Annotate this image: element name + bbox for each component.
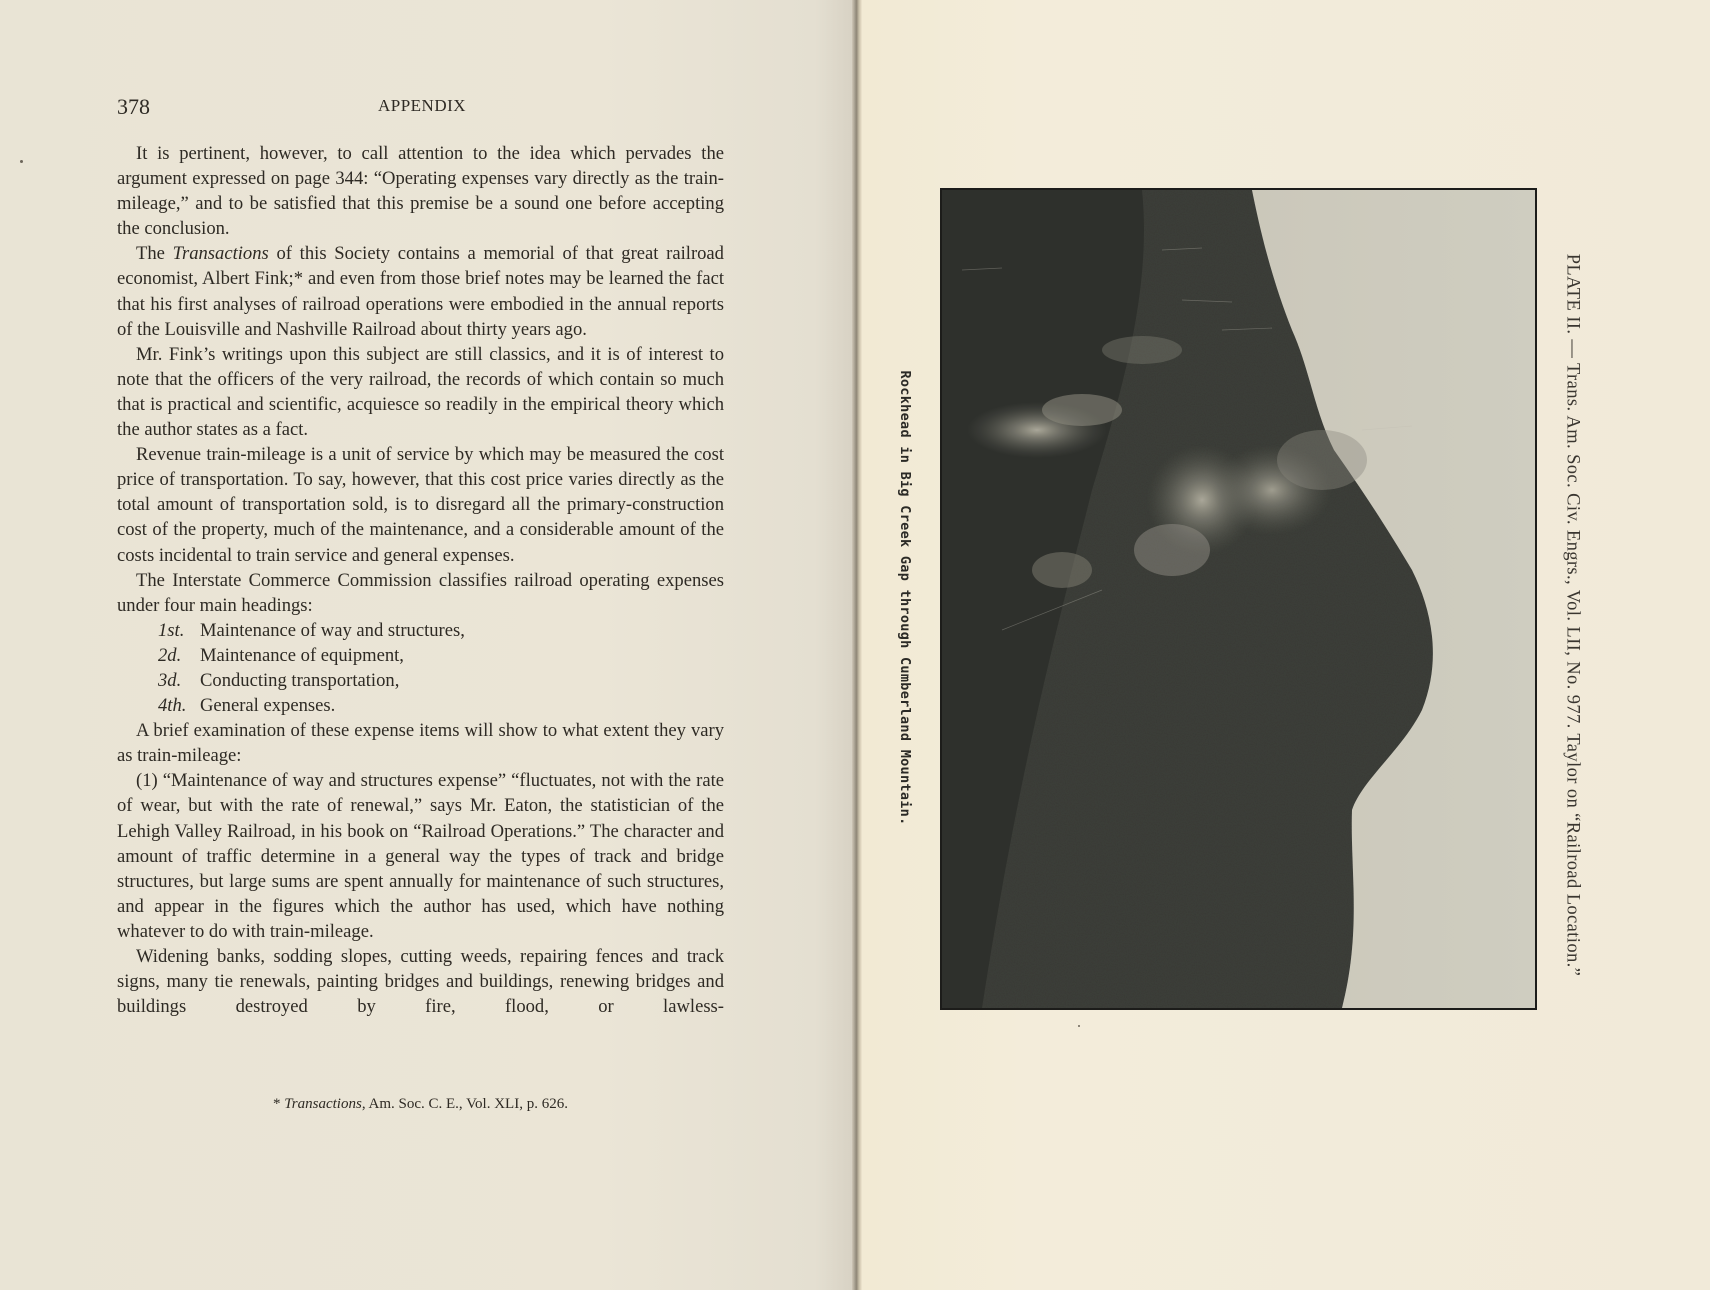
list-ordinal: 3d. xyxy=(158,669,182,691)
body-text xyxy=(117,141,724,1019)
running-head xyxy=(117,94,727,124)
running-head-title: APPENDIX xyxy=(377,96,467,115)
list-ordinal: 4th. xyxy=(158,695,187,717)
list-item xyxy=(117,643,724,668)
footnote-italic: Transactions xyxy=(284,1096,362,1112)
list-item xyxy=(117,693,724,718)
photo-caption-text: Rockhead in Big Creek Gap through Cumberland Mountain. xyxy=(897,370,913,826)
paragraph xyxy=(117,241,724,341)
text-run: of this Society contains a memorial of that great railroad economist, Albert Fink;* and even from those brief notes may be learned the fact that his first analyses of railroad operations were embodied in the annual reports of the Louisville and Nashville Railroad about thirty years ago. xyxy=(117,243,724,340)
italic-title: Transactions xyxy=(172,243,269,265)
list-text: Conducting transportation, xyxy=(200,669,400,691)
paper-speck xyxy=(20,160,23,163)
footnote xyxy=(117,1096,724,1113)
paragraph: Revenue train-mileage is a unit of service by which may be measured the cost price of transportation. To say, however, that this cost price varies directly as the total amount of transportation sold, is to disregard all the primary-construction cost of the property, much of the maintenance, and a considerable amount of the costs incidental to train service and general expenses. xyxy=(117,444,724,566)
paragraph: Widening banks, sodding slopes, cutting weeds, repairing fences and track signs, many tie renewals, painting bridges and buildings, renewing bridges and buildings destroyed by fire, flood, or lawless- xyxy=(117,946,724,1018)
paper-speck xyxy=(1078,1025,1080,1027)
book-gutter xyxy=(852,0,862,1290)
list-item xyxy=(117,668,724,693)
footnote-text: , Am. Soc. C. E., Vol. XLI, p. 626. xyxy=(361,1096,568,1112)
mountain-photo-image xyxy=(942,190,1535,1008)
paragraph: A brief examination of these expense items will show to what extent they vary as train-mileage: xyxy=(117,720,724,767)
list-ordinal: 1st. xyxy=(158,619,185,641)
paragraph: (1) “Maintenance of way and structures expense” “fluctuates, not with the rate of wear, but with the rate of renewal,” says Mr. Eaton, the statistician of the Lehigh Valley Railroad, in his book on “Railroad Operations.” The character and amount of traffic determine in a general way the types of track and bridge structures, but large sums are spent annually for maintenance of such structures, and appear in the figures which the author has used, which have nothing whatever to do with train-mileage. xyxy=(117,770,724,942)
text-run: The xyxy=(136,243,173,265)
plate-photo xyxy=(940,188,1537,1010)
paragraph: The Interstate Commerce Commission classifies railroad operating expenses under four main headings: xyxy=(117,569,724,616)
list-item xyxy=(117,618,724,643)
footnote-marker: * xyxy=(273,1096,285,1112)
list-text: Maintenance of way and structures, xyxy=(200,619,465,641)
list-ordinal: 2d. xyxy=(158,644,182,666)
list-text: Maintenance of equipment, xyxy=(200,644,404,666)
paragraph: Mr. Fink’s writings upon this subject are still classics, and it is of interest to note that the officers of the very railroad, the records of which contain so much that is practical and scientific, acquiesce so readily in the empirical theory which the author states as a fact. xyxy=(117,343,724,441)
list-text: General expenses. xyxy=(200,695,336,717)
plate-header-text: PLATE II. — Trans. Am. Soc. Civ. Engrs., Vol. LII, No. 977. Taylor on “Railroad Location.” xyxy=(1562,253,1583,977)
page-number: 378 xyxy=(117,94,150,119)
paragraph: It is pertinent, however, to call attention to the idea which pervades the argument expressed on page 344: “Operating expenses vary directly as the train-mileage,” and to be satisfied that this premise be a sound one before accepting the conclusion. xyxy=(117,143,724,240)
